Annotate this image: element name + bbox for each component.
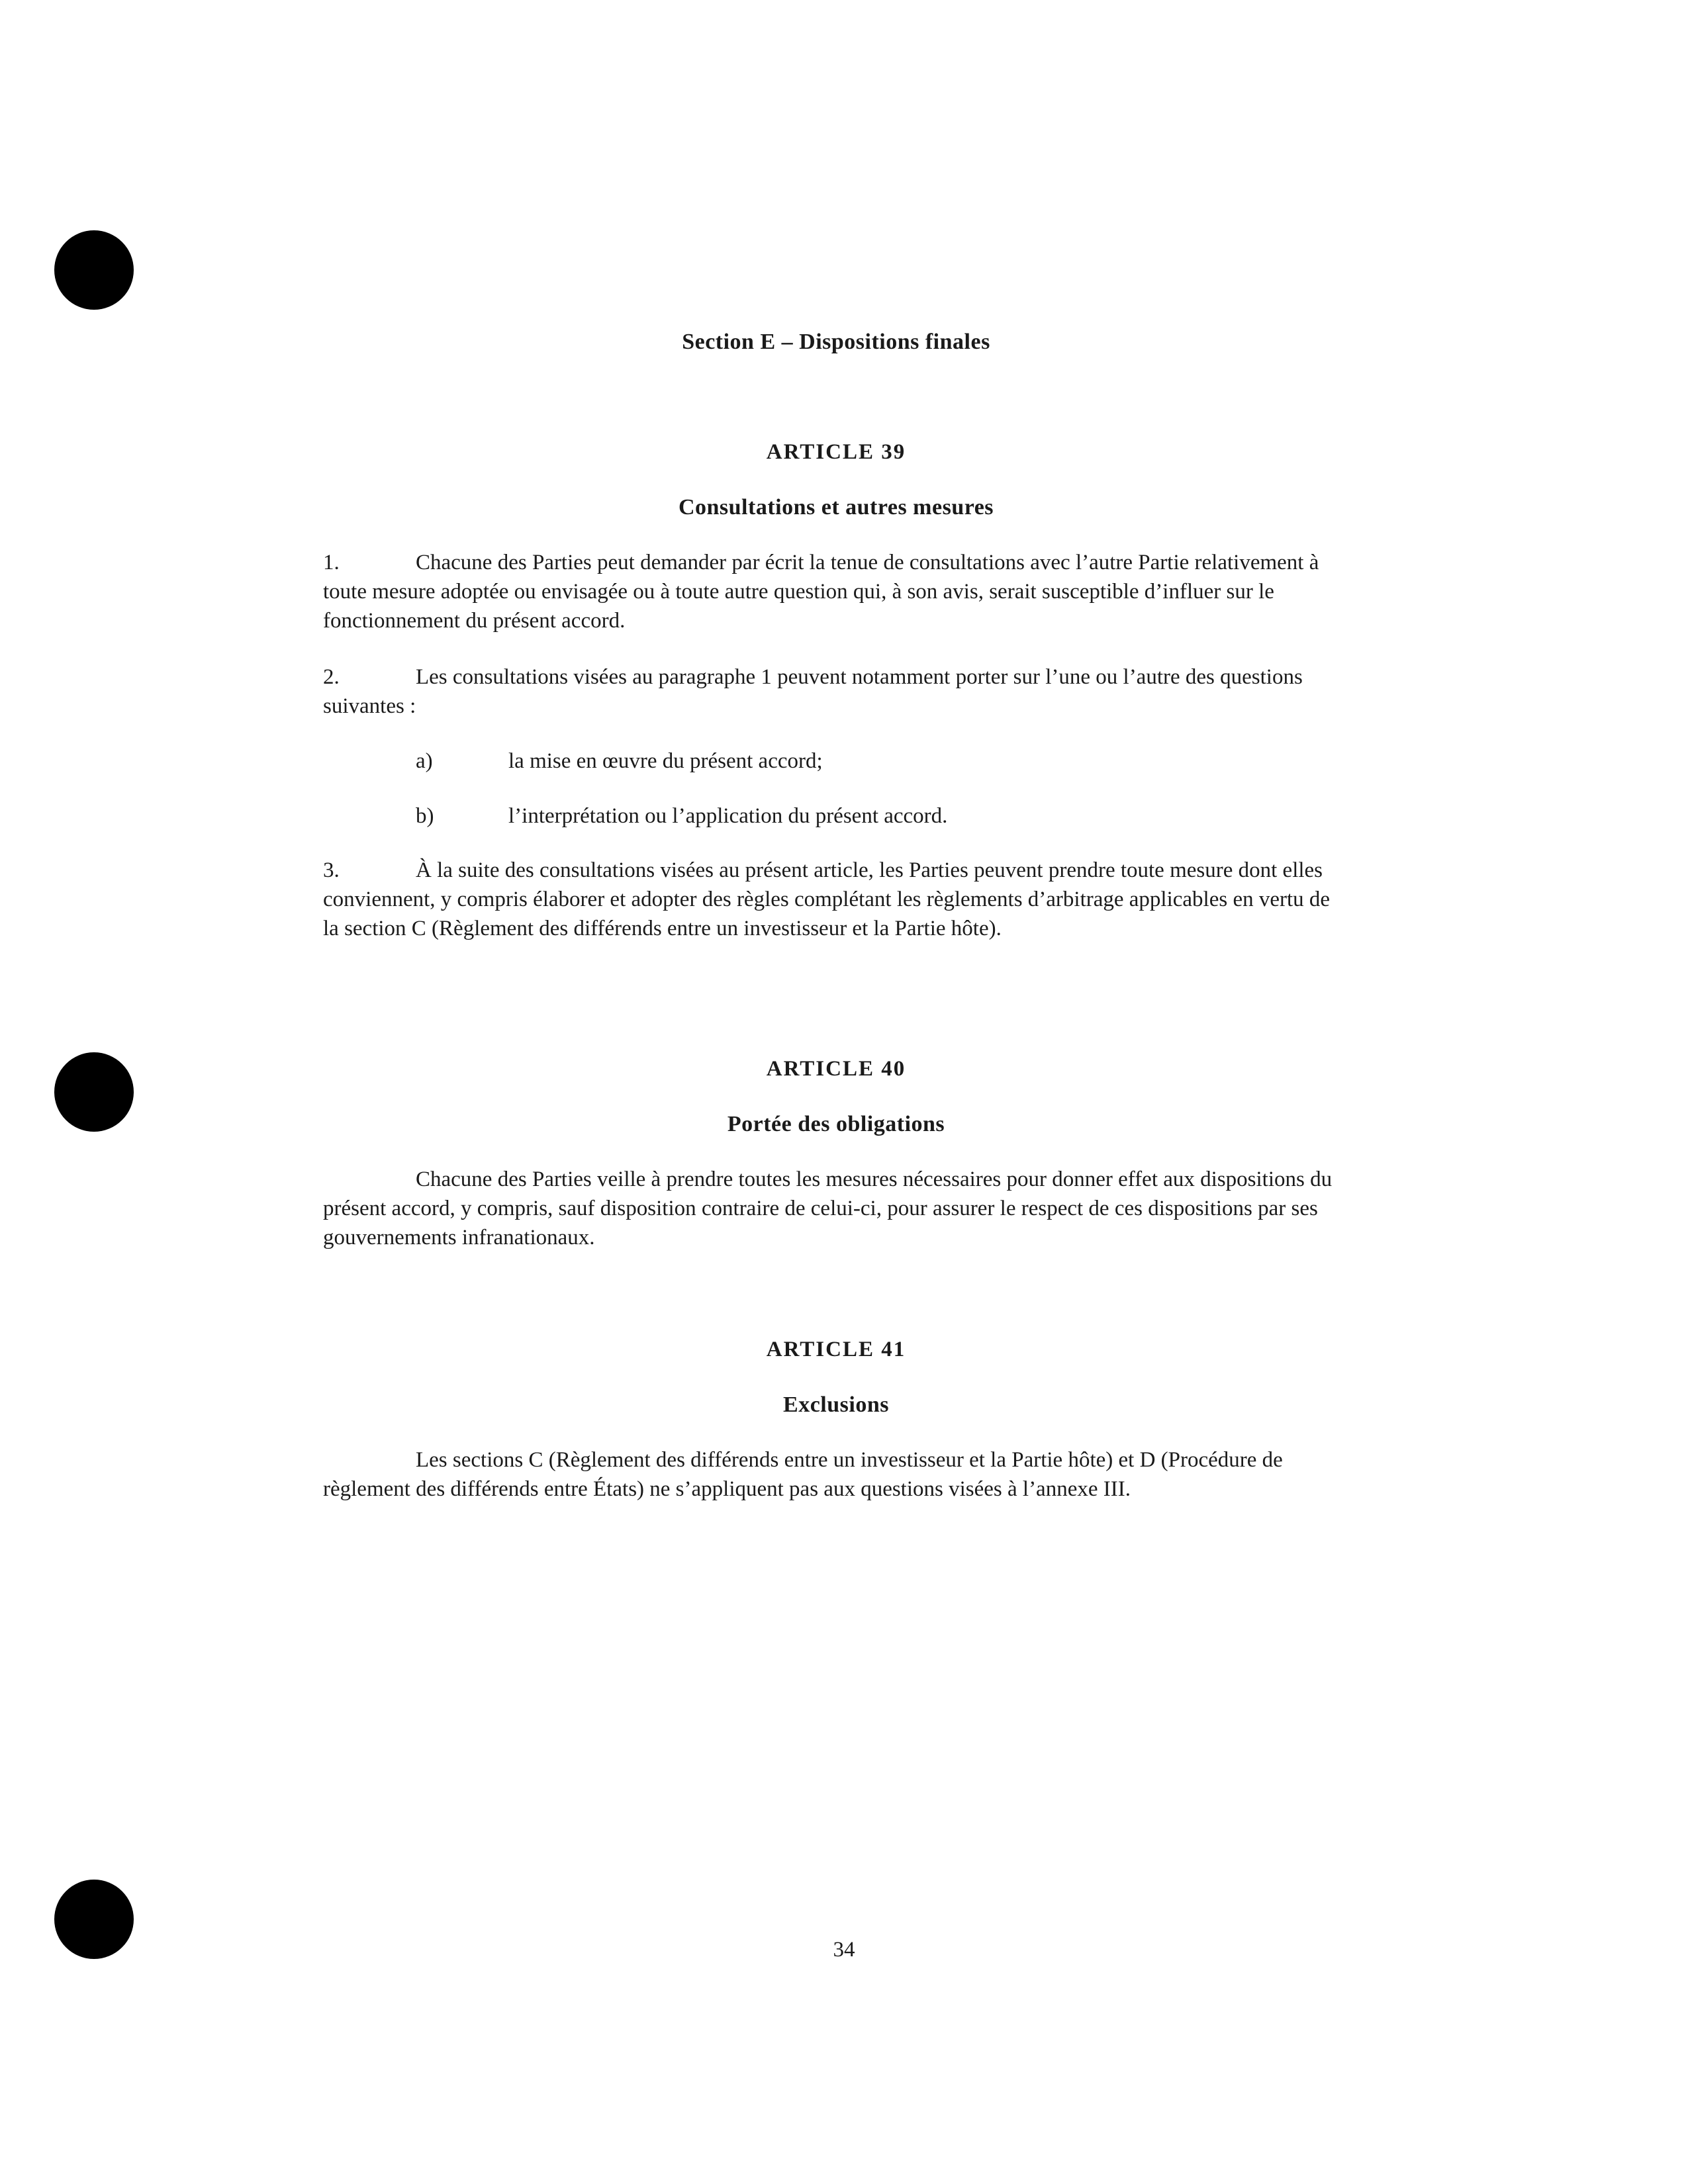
article-39-title: Consultations et autres mesures xyxy=(678,495,994,520)
list-item-text: la mise en œuvre du présent accord; xyxy=(508,749,823,773)
paragraph-text: Chacune des Parties peut demander par écrit la tenue de consultations avec l’autre Partie relativement à toute mesure adoptée ou envisagée ou à toute autre question qui, à son avis, serait susceptible d’influer sur le fonctionnement du présent accord. xyxy=(323,551,1319,633)
article-39-paragraph-3 xyxy=(323,856,1349,943)
binder-hole xyxy=(54,1880,134,1959)
paragraph-number: 2. xyxy=(323,665,340,689)
article-40-number: ARTICLE 40 xyxy=(766,1057,906,1081)
paragraph-text: À la suite des consultations visées au présent article, les Parties peuvent prendre toute mesure dont elles conviennent, y compris élaborer et adopter des règles complétant les règlements d’arbitrage applicables en vertu de la section C (Règlement des différends entre un investisseur et la Partie hôte). xyxy=(323,858,1331,940)
list-item xyxy=(416,747,823,776)
article-39-paragraph-1 xyxy=(323,548,1349,635)
article-41-title: Exclusions xyxy=(783,1392,889,1417)
paragraph-number: 3. xyxy=(323,858,340,882)
list-item-letter: a) xyxy=(416,749,433,773)
article-41-number: ARTICLE 41 xyxy=(766,1338,906,1361)
section-title: Section E – Dispositions finales xyxy=(682,330,990,354)
list-item-letter: b) xyxy=(416,804,434,828)
article-40-title: Portée des obligations xyxy=(727,1112,945,1136)
list-item-text: l’interprétation ou l’application du présent accord. xyxy=(508,804,948,828)
article-40-text: Chacune des Parties veille à prendre toutes les mesures nécessaires pour donner effet aux dispositions du présent accord, y compris, sauf disposition contraire de celui-ci, pour assurer le respect de ces dispositions par ses gouvernements infranationaux. xyxy=(323,1167,1333,1250)
article-39-paragraph-2 xyxy=(323,662,1349,721)
list-item xyxy=(416,801,947,831)
binder-hole xyxy=(54,230,134,310)
article-41-text: Les sections C (Règlement des différends entre un investisseur et la Partie hôte) et D (Procédure de règlement des différends entre États) ne s’appliquent pas aux questions visées à l’annexe III. xyxy=(323,1448,1283,1501)
paragraph-text: Les consultations visées au paragraphe 1 peuvent notamment porter sur l’une ou l’autre des questions suivantes : xyxy=(323,665,1303,718)
article-39-number: ARTICLE 39 xyxy=(766,440,906,464)
binder-hole xyxy=(54,1052,134,1132)
page-number: 34 xyxy=(833,1938,855,1962)
paragraph-number: 1. xyxy=(323,551,340,574)
